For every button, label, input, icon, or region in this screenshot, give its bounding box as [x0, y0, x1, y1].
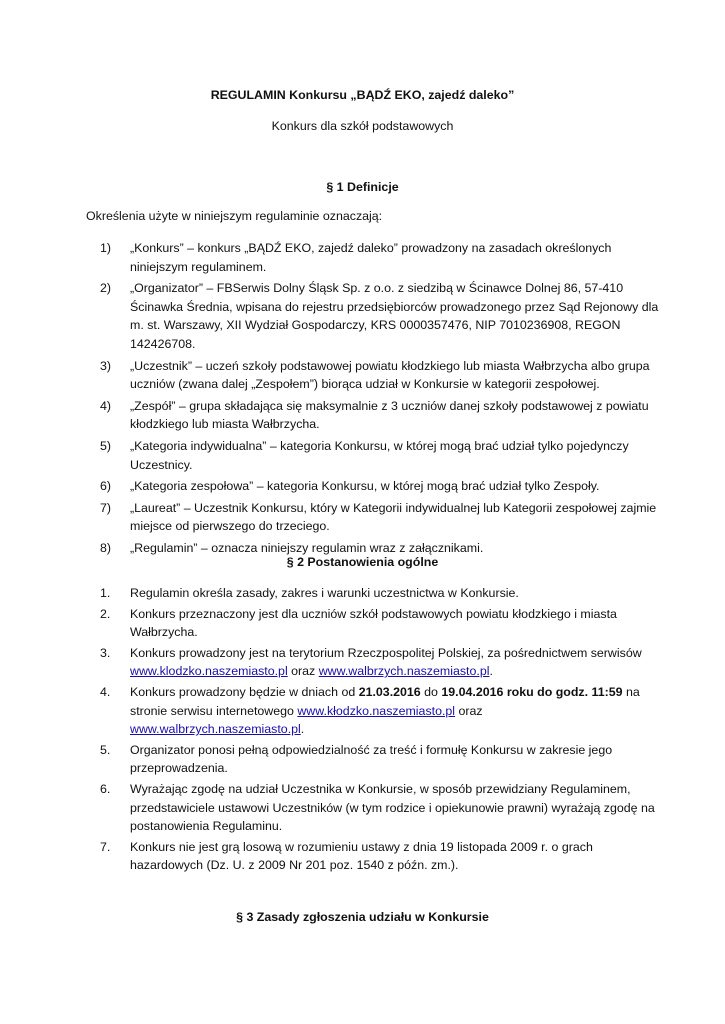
date-to: 19.04.2016 roku do godz. 11:59: [441, 684, 623, 699]
item-number: 7): [100, 500, 112, 515]
item-text: oraz: [455, 703, 483, 718]
item-number: 5.: [100, 742, 111, 757]
item-text: do: [420, 684, 442, 699]
section-3-heading: § 3 Zasady zgłoszenia udziału w Konkursie: [236, 910, 489, 924]
list-item: [100, 437, 660, 474]
item-text: „Konkurs” – konkurs „BĄDŹ EKO, zajedź daleko” prowadzony na zasadach określonych niniejszym regulaminem.: [130, 241, 612, 274]
section-1-intro: Określenia użyte w niniejszym regulaminie oznaczają:: [86, 209, 383, 223]
item-number: 1): [100, 241, 112, 255]
item-number: 2): [100, 281, 112, 296]
walbrzych-link[interactable]: www.walbrzych.naszemiasto.pl: [318, 664, 490, 679]
item-number: 4): [100, 398, 112, 413]
item-text: oraz: [287, 664, 319, 679]
list-item: [100, 605, 660, 642]
document-subtitle: Konkurs dla szkół podstawowych: [271, 119, 454, 133]
klodzko-link[interactable]: www.klodzko.naszemiasto.pl: [130, 664, 288, 679]
item-number: 6): [100, 479, 112, 494]
item-number: 8): [100, 540, 112, 555]
list-item: [100, 397, 660, 434]
item-text: Wyrażając zgodę na udział Uczestnika w Konkursie, w sposób przewidziany Regulaminem, przedstawiciele ustawowi Uczestników (w tym rodzice i opiekunowie prawni) wyrażają zgodę na postanowienia Regulaminu.: [130, 781, 655, 834]
item-text: Konkurs przeznaczony jest dla uczniów szkół podstawowych powiatu kłodzkiego i miasta Wałbrzycha.: [130, 606, 617, 640]
list-item: [100, 499, 660, 536]
general-provisions-list: [100, 584, 660, 875]
item-text: „Organizator” – FBSerwis Dolny Śląsk Sp. z o.o. z siedzibą w Ścinawce Dolnej 86, 57-410 Ścinawka Średnia, wpisana do rejestru przedsiębiorców prowadzonego przez Sąd Rejonowy dla m. st. Warszawy, XII Wydział Gospodarczy, KRS 0000357476, NIP 7010236908, REGON 142426708.: [130, 281, 659, 351]
walbrzych-link[interactable]: www.walbrzych.naszemiasto.pl: [130, 722, 301, 737]
list-item: [100, 357, 660, 394]
item-text: Regulamin określa zasady, zakres i warunki uczestnictwa w Konkursie.: [130, 586, 519, 600]
date-from: 21.03.2016: [358, 684, 421, 699]
item-number: 5): [100, 438, 112, 453]
list-item: [100, 780, 660, 836]
item-text: .: [300, 722, 305, 737]
item-text: „Uczestnik” – uczeń szkoły podstawowej powiatu kłodzkiego lub miasta Wałbrzycha albo grupa uczniów (zwana dalej „Zespołem”) biorąca udział w Konkursie w kategorii zespołowej.: [130, 358, 650, 392]
item-number: 3): [100, 358, 112, 373]
list-item: [100, 683, 660, 739]
item-number: 6.: [100, 781, 111, 796]
section-1-heading: § 1 Definicje: [326, 180, 399, 194]
item-number: 3.: [100, 645, 111, 660]
item-text: „Regulamin” – oznacza niniejszy regulamin wraz z załącznikami.: [130, 540, 484, 555]
definitions-list: [100, 239, 660, 558]
section-2-heading: § 2 Postanowienia ogólne: [286, 555, 439, 569]
klodzko-link[interactable]: www.kłodzko.naszemiasto.pl: [297, 703, 456, 718]
list-item: [100, 644, 660, 681]
list-item: [100, 239, 660, 276]
list-item: [100, 584, 660, 603]
item-number: 1.: [100, 586, 111, 600]
item-text: na stronie serwisu internetowego: [130, 684, 640, 718]
item-text: „Laureat” – Uczestnik Konkursu, który w Kategorii indywidualnej lub Kategorii zespołowej zajmie miejsce od pierwszego do trzeciego.: [130, 500, 657, 534]
item-number: 7.: [100, 839, 111, 854]
list-item: [100, 477, 660, 496]
item-text: „Kategoria indywidualna” – kategoria Konkursu, w której mogą brać udział tylko pojedynczy Uczestnicy.: [130, 438, 629, 472]
item-number: 2.: [100, 606, 111, 621]
item-text: Konkurs nie jest grą losową w rozumieniu ustawy z dnia 19 listopada 2009 r. o grach hazardowych (Dz. U. z 2009 Nr 201 poz. 1540 z późn. zm.).: [130, 839, 593, 873]
item-text: Organizator ponosi pełną odpowiedzialność za treść i formułę Konkursu w zakresie jego przeprowadzenia.: [130, 742, 613, 776]
item-text: Konkurs prowadzony jest na terytorium Rzeczpospolitej Polskiej, za pośrednictwem serwisów: [130, 645, 642, 660]
item-text: „Zespół” – grupa składająca się maksymalnie z 3 uczniów danej szkoły podstawowej z powiatu kłodzkiego lub miasta Wałbrzycha.: [130, 398, 649, 432]
item-text: „Kategoria zespołowa” – kategoria Konkursu, w której mogą brać udział tylko Zespoły.: [130, 479, 600, 494]
list-item: [100, 279, 660, 353]
item-text: .: [489, 664, 493, 679]
list-item: [100, 741, 660, 778]
item-text: Konkurs prowadzony będzie w dniach od: [130, 684, 359, 699]
list-item: [100, 838, 660, 875]
item-number: 4.: [100, 684, 111, 699]
document-title: REGULAMIN Konkursu „BĄDŹ EKO, zajedź daleko”: [210, 88, 515, 102]
